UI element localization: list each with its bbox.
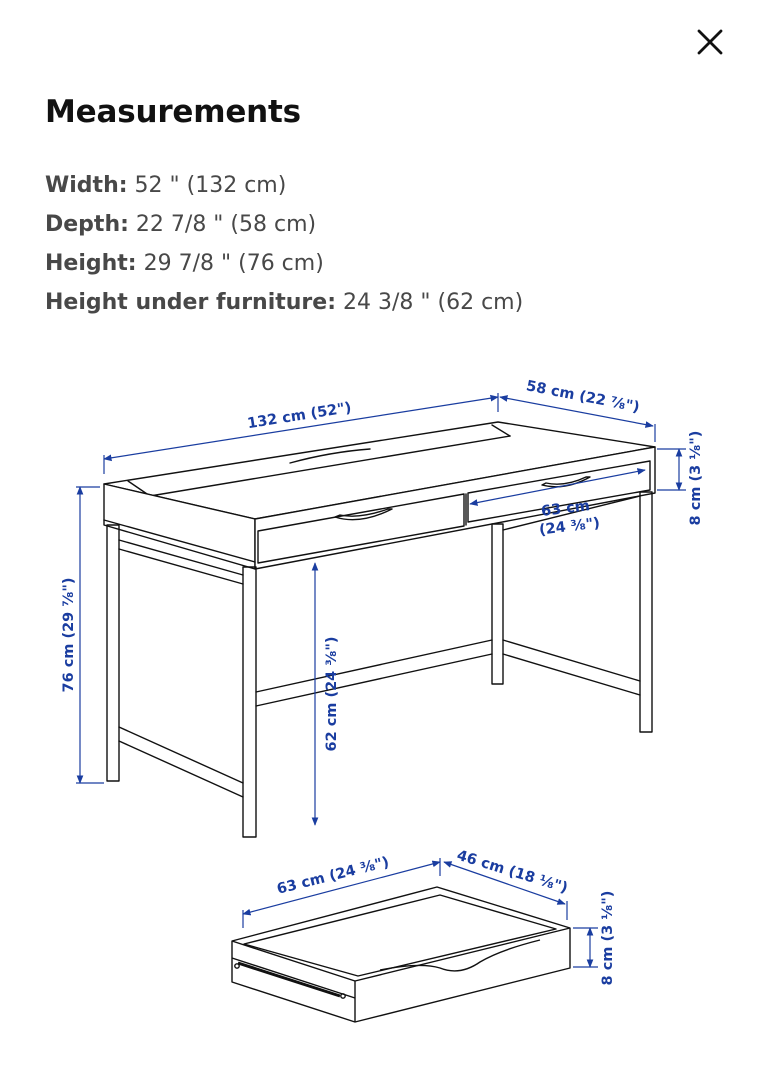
dim-desk-depth: 58 cm (22 ⅞") xyxy=(524,378,641,416)
dim-desk-height: 76 cm (29 ⅞") xyxy=(61,577,77,693)
dim-drawer-depth: 46 cm (18 ⅛") xyxy=(454,847,570,897)
spec-value: 52 " (132 cm) xyxy=(134,173,287,198)
spec-label: Width: xyxy=(45,173,128,198)
dim-desk-drawer-width-sub: (24 ⅜") xyxy=(538,515,601,539)
spec-label: Height: xyxy=(45,251,137,276)
spec-label: Height under furniture: xyxy=(45,290,336,315)
spec-value: 29 7/8 " (76 cm) xyxy=(143,251,324,276)
spec-value: 22 7/8 " (58 cm) xyxy=(135,212,317,237)
spec-label: Depth: xyxy=(45,212,129,237)
spec-value: 24 3/8 " (62 cm) xyxy=(343,290,524,315)
dim-desk-top-thickness: 8 cm (3 ⅛") xyxy=(688,430,704,526)
dim-drawer-height: 8 cm (3 ⅛") xyxy=(600,890,616,986)
dim-desk-width: 132 cm (52") xyxy=(246,399,353,433)
dim-desk-under-height: 62 cm (24 ⅜") xyxy=(324,636,340,752)
page-title: Measurements xyxy=(45,94,301,130)
drawer-drawing xyxy=(232,887,570,1022)
dim-drawer-width: 63 cm (24 ⅜") xyxy=(275,854,391,898)
dim-desk-drawer-width: 63 cm xyxy=(540,498,591,520)
